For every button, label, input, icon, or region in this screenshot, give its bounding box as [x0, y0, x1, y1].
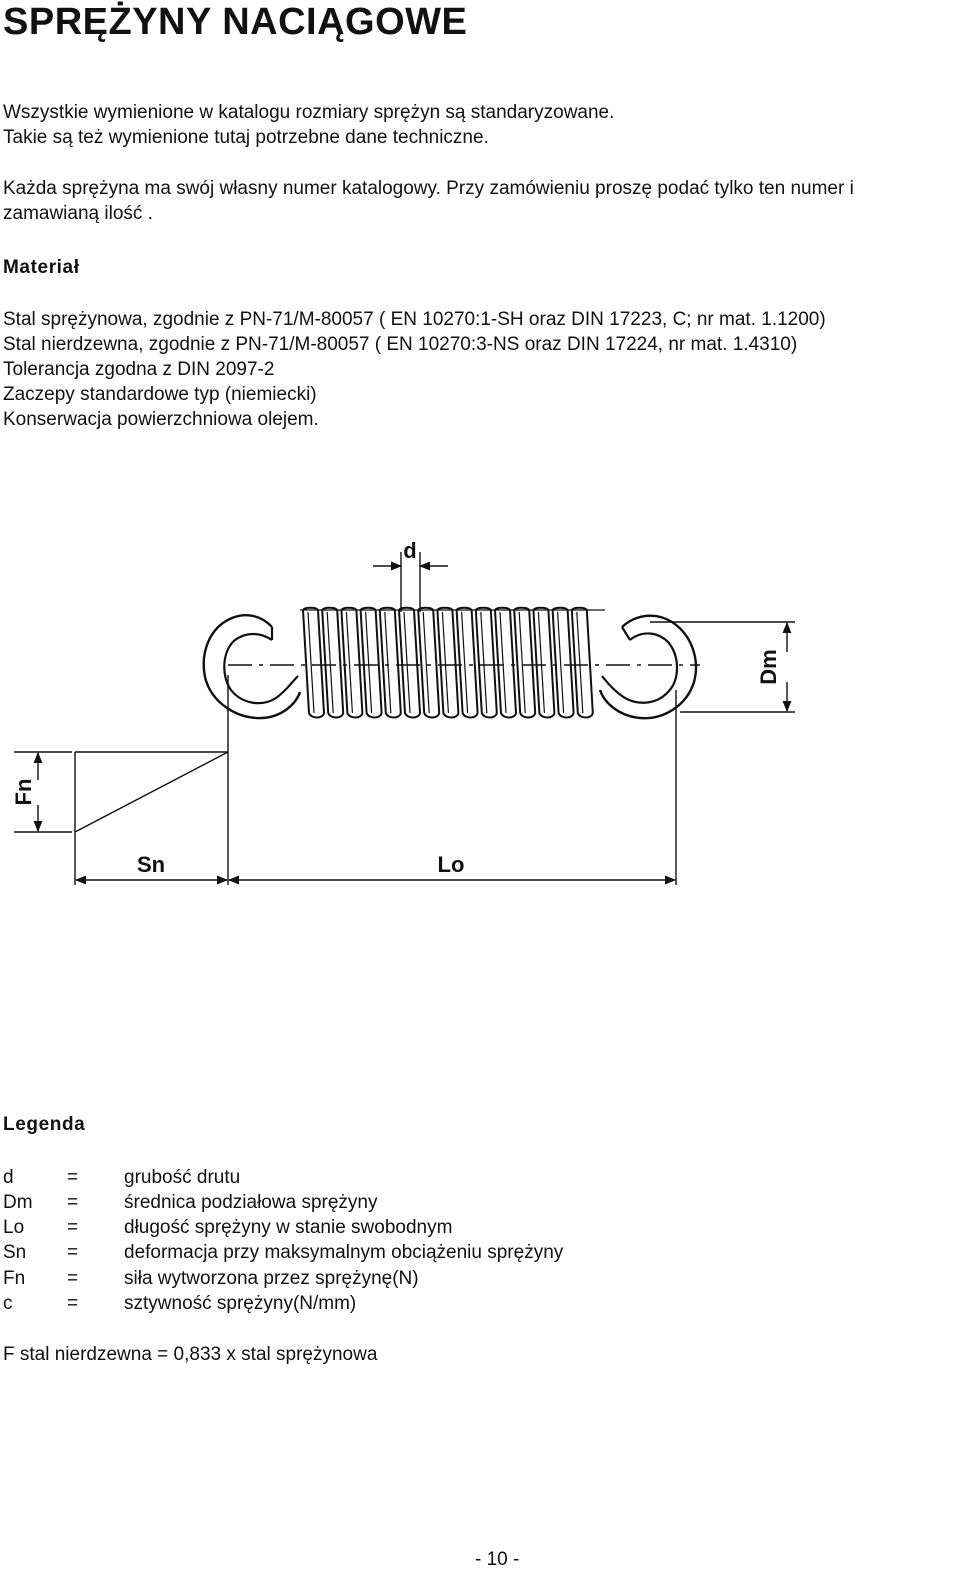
legend-row [3, 1266, 703, 1291]
legend-row [3, 1240, 703, 1265]
legend-equals: = [67, 1192, 79, 1213]
material-line-3: Tolerancja zgodna z DIN 2097-2 [3, 359, 275, 380]
label-sn: Sn [136, 852, 166, 877]
legend-value: siła wytworzona przez sprężynę(N) [124, 1268, 419, 1289]
material-heading: Materiał [3, 257, 80, 278]
legend-value: grubość drutu [124, 1167, 241, 1188]
spring-coils [303, 608, 593, 718]
label-d: d [403, 538, 417, 563]
legend-key: Sn [3, 1242, 27, 1263]
material-line-5: Konserwacja powierzchniowa olejem. [3, 409, 319, 430]
legend-equals: = [67, 1268, 79, 1289]
legend-key: d [3, 1167, 14, 1188]
intro-line-1: Wszystkie wymienione w katalogu rozmiary sprężyn są standaryzowane. [3, 102, 615, 123]
left-hook-inner [224, 634, 298, 703]
page-title: SPRĘŻYNY NACIĄGOWE [3, 1, 468, 43]
legend-key: Dm [3, 1192, 33, 1213]
intro-line-2: Takie są też wymienione tutaj potrzebne dane techniczne. [3, 127, 489, 148]
legend-equals: = [67, 1167, 79, 1188]
legend-value: sztywność sprężyny(N/mm) [124, 1293, 357, 1314]
legend-key: Fn [3, 1268, 26, 1289]
intro-line-3: Każda sprężyna ma swój własny numer katalogowy. Przy zamówieniu proszę podać tylko ten numer i [3, 178, 854, 199]
legend-value: średnica podziałowa sprężyny [124, 1192, 378, 1213]
extension-spring-diagram [0, 530, 960, 910]
legend-row [3, 1291, 703, 1316]
legend-note: F stal nierdzewna = 0,833 x stal sprężynowa [3, 1344, 378, 1365]
label-lo: Lo [437, 852, 465, 877]
page-number: - 10 - [475, 1549, 520, 1570]
legend-equals: = [67, 1293, 79, 1314]
legend-value: deformacja przy maksymalnym obciążeniu sprężyny [124, 1242, 564, 1263]
legend-key: c [3, 1293, 13, 1314]
legend-key: Lo [3, 1217, 25, 1238]
intro-line-4: zamawianą ilość . [3, 203, 153, 224]
legend-equals: = [67, 1217, 79, 1238]
right-hook-inner [602, 633, 677, 702]
material-line-1: Stal sprężynowa, zgodnie z PN-71/M-80057 ( EN 10270:1-SH oraz DIN 17223, C; nr mat. 1.1200) [3, 309, 826, 330]
label-fn: Fn [11, 778, 36, 806]
legend-value: długość sprężyny w stanie swobodnym [124, 1217, 453, 1238]
legend-equals: = [67, 1242, 79, 1263]
legend-row [3, 1190, 703, 1215]
material-line-4: Zaczepy standardowe typ (niemiecki) [3, 384, 317, 405]
legend-heading: Legenda [3, 1114, 86, 1135]
material-line-2: Stal nierdzewna, zgodnie z PN-71/M-80057 ( EN 10270:3-NS oraz DIN 17224, nr mat. 1.4310) [3, 334, 798, 355]
label-dm: Dm [756, 649, 781, 685]
legend-row [3, 1215, 703, 1240]
legend-row [3, 1165, 703, 1190]
